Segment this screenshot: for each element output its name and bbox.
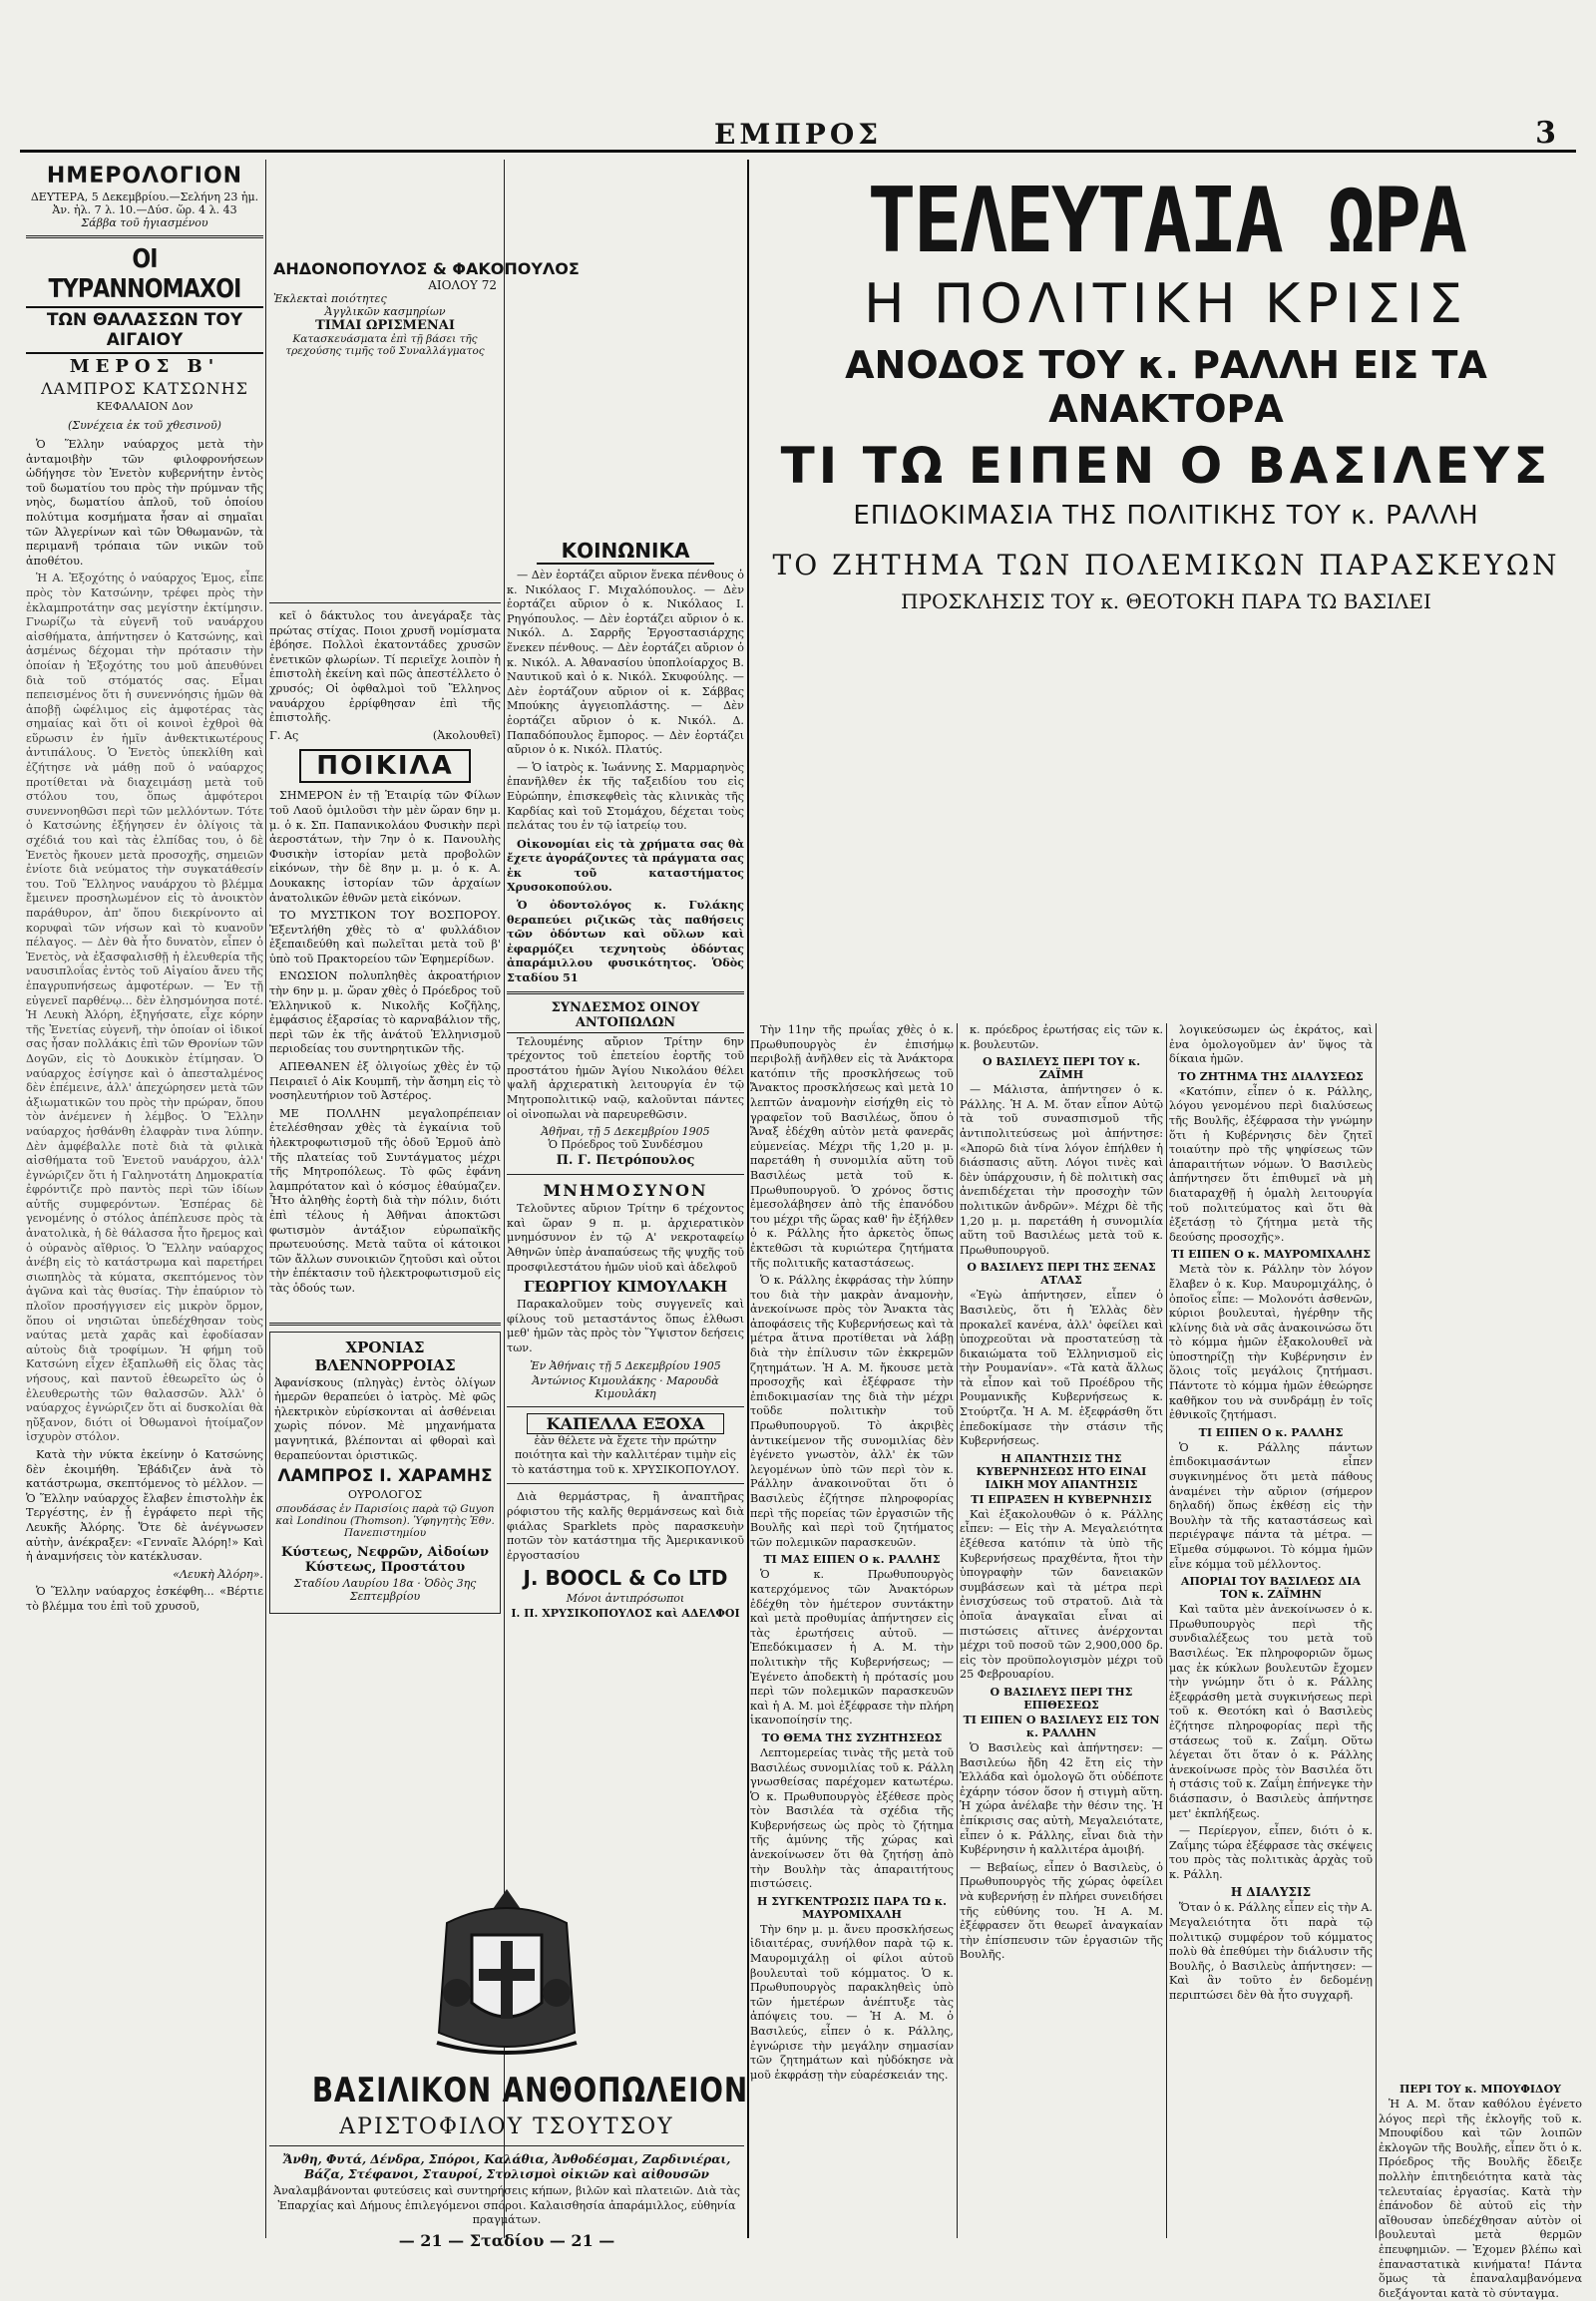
article-paragraph: [750, 1274, 954, 1550]
paragraph: Ὁ κ. Ράλλης πάντων ἐπιδοκιμασάντων εἶπεν συγκινημένος ὅτι μετὰ πάθους ἀναμένει τὴν αὔριον (σήμερον δηλαδή) ὅπως ἐκθέσῃ εἰς τὴν Βουλὴν τὰ τῆς καταστάσεως καὶ περιέγραψε πάντα τὰ μέτρα. — Εἴμεθα σύμφωνοι. Τὸ κόμμα ἡμῶν εἶνε κόμμα τοῦ μέλλοντος.: [1169, 1440, 1373, 1571]
article-paragraph: [750, 1568, 954, 1728]
bocl-agents-label: Μόνοι ἀντιπρόσωποι: [566, 1592, 685, 1606]
article-paragraph: [960, 1083, 1163, 1258]
calendar-line: Σάββα τοῦ ἡγιασμένου: [81, 216, 208, 229]
paragraph: Ὅταν ὁ κ. Ράλλης εἶπεν εἰς τὴν Α. Μεγαλειότητα ὅτι παρὰ τῷ πολιτικῷ συμφέρον τοῦ κόμματος πολὺ θὰ ἐπεθύμει τὴν διάλυσιν τῆς Βουλῆς, ὁ Βασιλεὺς ἀπήντησεν: — Καὶ ἂν τοῦτο ἐν δεδομένῃ περιπτώσει δὲν θὰ ἦτο συγχαρῆ.: [1169, 1901, 1373, 2003]
paragraph: Παρακαλοῦμεν τοὺς συγγενεῖς καὶ φίλους τοῦ μεταστάντος ὅπως ἐλθωσι μεθ' ἡμῶν τὰς πρὸς τὸν Ὕψιστον δεήσεις των.: [507, 1298, 744, 1354]
paragraph: Μετὰ τὸν κ. Ράλλην τὸν λόγον ἔλαβεν ὁ κ. Κυρ. Μαυρομιχάλης, ὁ ὁποῖος εἶπε: — Μολονότι ἀσθενῶν, κύριοι βουλευταὶ, ἠγέρθην τῆς κλίνης διὰ νὰ σᾶς ἀνακοινώσω ὅτι τὸ κόμμα ἡμῶν ἐξακολουθεῖ νὰ ὑποστηρίζῃ τὴν Κυβέρνησιν ἐν ὅλοις τοῖς μεγάλοις ζητήμασι. Πάντοτε τὸ κόμμα ἡμῶν ἐθεώρησε καθῆκον του νὰ συνδράμῃ ἐν τοῖς ἐθνικοῖς ζητήμασι.: [1169, 1263, 1373, 1422]
article-paragraph: [1169, 1023, 1373, 1067]
paragraph: Ὁ Βασιλεὺς καὶ ἀπήντησεν: — Βασιλεύω ἤδη 42 ἔτη εἰς τὴν Ἑλλάδα καὶ ὁμολογῶ ὅτι οὐδέποτε ἐχάρην τόσον ὅσον ἡ στιγμὴ αὕτη. Ἡ χώρα ἀνέλαβε τὴν θέσιν της. Ἡ ἐπίκρισις σας αὐτὴ, Μεγαλειότατε, εἶπεν ὁ κ. Ράλλης, εἶναι διὰ τὴν Κυβέρνησιν ἡ καλλιτέρα ἀμοιβή.: [960, 1740, 1163, 1857]
article-paragraph: [960, 1861, 1163, 1963]
article-column-3: [1169, 1023, 1373, 2240]
paragraph: ΑΠΕΘΑΝΕΝ ἐξ ὀλιγοίως χθὲς ἐν τῷ Πειραιεῖ ὁ Αἰκ Κουμπῆ, τὴν ἄσημη εἰς τὸ νοσηλευτήριον τοῦ Ἀστέρος.: [269, 1060, 501, 1103]
advert-line: Ἐκλεκταὶ ποιότητες: [273, 292, 387, 305]
divider: [269, 1323, 501, 1326]
signature: Γ. Ας: [269, 728, 299, 742]
article-paragraph: [1169, 1901, 1373, 2003]
poikila-item: [269, 969, 501, 1057]
advert-body: Ἀφανίσκους (πληγὰς) ἐντὸς ὀλίγων ἡμερῶν θεραπεύει ὁ ἰατρὸς. Μὲ φῶς ἠλεκτρικὸν εὑρίσκονται αἱ ἀσθένειαι χωρὶς πόνον. Μὲ μηχανήματα μαγνητικά, βλέπονται αἱ φθοραὶ καὶ θεραπεύονται ὁριστικῶς.: [274, 1375, 496, 1462]
article-subheading: ΤΙ ΕΙΠΕΝ Ο κ. ΡΑΛΛΗΣ: [1198, 1425, 1344, 1439]
novel-chapter: ΚΕΦΑΛΑΙΟΝ Δον: [96, 400, 194, 413]
paragraph: Διὰ θερμάστρας, ἢ ἀναπτῆρας ρόφιστου τῆς καλῆς θερμάνσεως καὶ διὰ φιάλας Sparklets πρὸς παρασκευὴν ποτῶν τὸν κατάστημα τῆς Ἀμερικανικοῦ ἐργοστασίου: [507, 1490, 744, 1562]
article-paragraph: [750, 1746, 954, 1892]
paragraph: — Περίεργον, εἶπεν, διότι ὁ κ. Ζαΐμης τώρα ἐξέφρασε τὰς σκέψεις του πρὸς τὰς πολιτικὰς ἀρχὰς τοῦ κ. Ράλλη.: [1169, 1824, 1373, 1881]
article-paragraph: [750, 1023, 954, 1271]
paragraph: Ὁ κ. Ράλλης ἐκφράσας τὴν λύπην του διὰ τὴν μακρὰν ἀναμονὴν, ἀνεκοίνωσε πρὸς τὸν Ἄνακτα τὰς ἀποφάσεις τῆς Κυβερνήσεως καὶ τὰ μέτρα ἅτινα προτίθεται νὰ λάβῃ διὰ τὴν ἐπίλυσιν τῶν ἐκκρεμῶν ζητημάτων. Ἡ Α. Μ. ἤκουσε μετὰ προσοχῆς καὶ ἐξέφρασε τὴν ἐπιδοκιμασίαν της διὰ τὴν μέχρι τοῦδε πολιτικὴν τοῦ Πρωθυπουργοῦ. Τὸ ἀκριβὲς ἀντικείμενον τῆς συνομιλίας δὲν ἐγένετο γνωστὸν, ἀλλ' ἐκ τῶν λεγομένων ὑπὸ τῶν περὶ τὸν κ. Ράλλην ἀνακοινοῦται ὅτι ὁ Βασιλεὺς ἐζήτησε πληροφορίας περὶ τῆς πορείας τῶν ἐργασιῶν τῆς Βουλῆς καὶ περὶ τοῦ ζητήματος τῶν πολεμικῶν παρασκευῶν.: [750, 1274, 954, 1549]
divider: [507, 1406, 744, 1407]
headline-war-preparations: ΤΟ ΖΗΤΗΜΑ ΤΩΝ ΠΟΛΕΜΙΚΩΝ ΠΑΡΑΣΚΕΥΩΝ: [772, 549, 1560, 581]
calendar-line: ΔΕΥΤΕΡΑ, 5 Δεκεμβρίου.—Σελήνη 23 ἡμ.: [30, 191, 259, 203]
advert-line: Κατασκευάσματα ἐπὶ τῇ βάσει τῆς τρεχούσης τιμῆς τοῦ Συναλλάγματος: [285, 333, 485, 357]
doctor-name: ΛΑΜΠΡΟΣ Ι. ΧΑΡΑΜΗΣ: [277, 1466, 493, 1487]
mnimosinon-signers: Ἀντώνιος Κιμουλάκης · Μαρουδὰ Κιμουλάκη: [532, 1373, 719, 1400]
koinonika-body: [507, 569, 744, 758]
poikila-item: [269, 1060, 501, 1104]
article-subheading: Η ΑΠΑΝΤΗΣΙΣ ΤΗΣ ΚΥΒΕΡΝΗΣΕΩΣ ΗΤΟ ΕΙΝΑΙ ΙΔΙΚΗ ΜΟΥ ΑΠΑΝΤΗΣΙΣ: [976, 1451, 1147, 1491]
article-column-1: [750, 1023, 954, 2240]
mnimosinon-date: Ἐν Ἀθήναις τῇ 5 Δεκεμβρίου 1905: [530, 1358, 721, 1372]
column-divider: [1376, 1023, 1377, 2238]
paragraph: — Δὲν ἑορτάζει αὔριον ἕνεκα πένθους ὁ κ. Νικόλαος Γ. Μιχαλόπουλος. — Δὲν ἑορτάζει αὔριον ὁ κ. Νικόλαος Ι. Ρηγόπουλος. — Δὲν ἑορτάζει αὔριον ὁ κ. Νικόλ. Δ. Σαρρῆς Ἐργοστασιάρχης ἕνεκεν πένθους. — Δὲν ἑορτάζει αὔριον ὁ κ. Νικόλ. Α. Ἀθανασίου ὑποπλοίαρχος Β. Ναυτικοῦ καὶ ὁ κ. Νικόλ. Σκυφούλης. — Δὲν ἑορτάζουν αὔριον οἱ κ. Σάββας Μπούκης ἀγγειοπλάστης. — Δὲν ἑορτάζει αὔριον ὁ κ. Νικόλ. Δ. Παπαδόπουλος ἔμπορος. — Δὲν ἑορτάζει αὔριον ὁ κ. Νικόλ. Πλατύς.: [507, 569, 744, 757]
column-divider: [1166, 1023, 1167, 2238]
paragraph: Τελουμένης αὔριον Τρίτην 6ην τρέχοντος τοῦ ἐπετείου ἑορτῆς τοῦ προστάτου ἡμῶν Ἁγίου Νικολάου θέλει ψαλῆ ἀρχιερατικὴ λειτουργία ἐν τῷ Μητροπολιτικῷ ναῷ, καλοῦνται πάντες οἱ οἰνοπωλαι νὰ παρευρεθῶσιν.: [507, 1034, 744, 1121]
article-subheading: Η ΔΙΑΛΥΣΙΣ: [1230, 1885, 1312, 1900]
novel-paragraph: [26, 572, 263, 1445]
paragraph: «Ἐγὼ ἀπήντησεν, εἶπεν ὁ Βασιλεὺς, ὅτι ἡ Ἑλλὰς δὲν προκαλεῖ κανένα, ἀλλ' ὀφείλει καὶ ὑποχρεοῦται νὰ προστατεύσῃ τὰ δικαιώματα τοῦ Ἑλληνισμοῦ εἰς τὴν Ρουμανίαν». «Τὰ κατὰ ἄλλως τὰ εἶπον καὶ τοῦ Προέδρου τῆς Ρουμανικῆς Κυβερνήσεως κ. Στούρτζα. Ἡ Α. Μ. ἐξεφράσθη ὅτι ἐπεδοκίμασε τὴν στάσιν τῆς Κυβερνήσεως.: [960, 1289, 1163, 1448]
doctor-role: ΟΥΡΟΛΟΓΟΣ: [347, 1488, 423, 1502]
paragraph: Ὁ Ἕλλην ναύαρχος ἐσκέφθη... «Βέρτιε τὸ βλέμμα του ἐπὶ τοῦ χρυσοῦ,: [26, 1585, 263, 1613]
sindesmos-date: Ἀθῆναι, τῇ 5 Δεκεμβρίου 1905: [541, 1125, 710, 1139]
paragraph: Τὴν 6ην μ. μ. ἄνευ προσκλήσεως ἰδιαιτέρας, συνήλθον παρὰ τῷ κ. Μαυρομιχάλῃ οἱ φίλοι αὐτοῦ βουλευταὶ τοῦ κόμματος. Ὁ κ. Πρωθυπουργὸς παρακληθεὶς ὑπὸ τῶν ἡμετέρων ἀνέπτυξε τὰς ἀπόψεις του. — Ἡ Α. Μ. ὁ Βασιλεύς, εἶπεν ὁ κ. Ράλλης, ἐγνώρισε τὴν μεγάλην σημασίαν τῶν ζητημάτων καὶ ηὐδόκησε νὰ μοῦ ἐκφράσῃ τὴν εὐαρέσκειάν της.: [750, 1922, 954, 2082]
article-paragraph: [1169, 1441, 1373, 1572]
article-paragraph: [1169, 1603, 1373, 1821]
column-divider: [265, 160, 266, 2238]
advert-akodonopoulos: [269, 255, 580, 361]
florist-title: ΒΑΣΙΛΙΚΟΝ ΑΝΘΟΠΩΛΕΙΟΝ: [311, 2071, 748, 2110]
bocl-name: J. BOOCL & Co LTD: [523, 1566, 728, 1591]
poikila-item: [269, 1107, 501, 1297]
divider: [507, 991, 744, 994]
paragraph: — Ὁ ἰατρὸς κ. Ἰωάννης Σ. Μαρμαρηνὸς ἐπανῆλθεν ἐκ τῆς ταξειδίου του εἰς Εὐρώπην, ἐπισκεφθεὶς τὰς κλινικὰς τῆς Καρδίας καὶ τοῦ Στομάχου, δέχεται τοὺς πελάτας του ἐν τῷ ἰατρείῳ του.: [507, 760, 744, 833]
article-subheading: Ο ΒΑΣΙΛΕΥΣ ΠΕΡΙ ΤΟΥ κ. ΖΑΪΜΗ: [982, 1055, 1141, 1082]
paragraph: Ὁ Ἕλλην ναύαρχος μετὰ τὴν ἀνταμοιβὴν τῶν φιλοφρονήσεων ὡδήγησε τὸν Ἑνετὸν κυβερνήτην ἐντὸς τοῦ δωματίου του πρὸς τὴν πρύμναν τῆς νηὸς, δωματίου ἁπλοῦ, τοῦ ὁποίου πολύτιμα κοσμήματα ἦσαν αἱ σημαῖαι τῶν Ἀλγερίνων καὶ τῶν Ὀθωμανῶν, τὰ περιμανῆ τρόπαια τῶν νικῶν τοῦ ἀποθέτου.: [26, 438, 263, 568]
column-1: [26, 160, 263, 2234]
paragraph: Ἡ Α. Μ. ὅταν καθόλου ἐγένετο λόγος περὶ τῆς ἐκλογῆς τοῦ κ. Μπουφίδου καὶ τῶν λοιπῶν ἐκλογῶν τῆς Βουλῆς, εἶπεν ὅτι ὁ κ. Πρόεδρος τῆς Βουλῆς ἔδειξε πολλὴν ἐπιτηδειότητα κατὰ τὰς τελευταίας ἐργασίας. Κατὰ τὴν ἐπάνοδον δὲ αὐτοῦ εἰς τὴν αἴθουσαν ὑπεδέχθησαν αὐτὸν οἱ βουλευταὶ μετὰ θερμῶν ἐπευφημιῶν. — Ἐχομεν βλέπω καὶ ἐπαναστατικὰ κινήματα! Πάντα ὅμως τὰ ἐπαναλαμβανόμενα διεξάγονται κατὰ τὸ σύνταγμα.: [1379, 2098, 1582, 2300]
divider: [507, 1174, 744, 1175]
paragraph: Ἡ Α. Ἐξοχότης ὁ ναύαρχος Ἐμος, εἶπε πρὸς τὸν Κατσώνην, τρέφει πρὸς τὴν ἐκλαμπροτάτην σας μεγίστην ἐκτίμησιν. Γνωρίζω τὰ εὐγενῆ τοῦ ναυάρχου αἰσθήματα, ἀπήντησεν ὁ Κατσώνης, καὶ ἀσμένως δέχομαι τὴν πρότασιν τὴν ὁποίαν ἡ Ἐξοχότης του μοῦ ἀπευθύνει διὰ τοῦ στόματός σας. Εἶμαι πεπεισμένος ὅτι ἡ συνεννόησις ἡμῶν θὰ ἀποβῇ ὠφέλιμος εἰς ἀμφοτέρας τὰς σημαίας καὶ ὅτι οἱ κοινοὶ ἐχθροὶ θὰ εὕρωσιν ἐν ἡμῖν ἀνθεκτικωτέρους ἀντιπάλους. Ὁ Ἑνετὸς ὑπεκλίθη καὶ ἐζήτησε νὰ μάθῃ ποῦ ὁ ναύαρχος προτίθεται νὰ διαχειμάσῃ μετὰ τοῦ στόλου του, ὅπως ἀμφότεροι συνεννοηθῶσι περὶ τῶν μελλόντων. Τότε ὁ Κατσώνης ἐξήγησεν ἐν ὀλίγοις τὰ σχέδιά του καὶ τὰς ἐλπίδας του, ὁ δὲ Ἑνετὸς ἤκουεν μετὰ προσοχῆς, σημειῶν ἐνίοτε διὰ νεύματος τὴν συγκατάθεσίν του. Τοῦ Ἕλληνος ναυάρχου τὸ βλέμμα ἔμεινεν προσηλωμένον εἰς τὸ ἀνοικτὸν παράθυρον, ἀπ' ὅπου διεκρίνοντο αἱ κορυφαὶ τῶν νήσων καὶ τὸ κυανοῦν πέλαγος. — Δὲν θὰ ἦτο δυνατὸν, εἶπεν ὁ Ἑνετὸς, νὰ ἐξασφαλισθῇ ἡ ἐλευθερία τῆς ναυσιπλοΐας ἐντὸς τοῦ Αἰγαίου ἄνευ τῆς ἐπαγρυπνήσεως ἀμφοτέρων. — Ἐν τῇ εὐγενεῖ παρθένῳ... δὲν ἐλησμόνησα ποτέ. Ἡ Λευκὴ Ἀλόρη, ἐξηγήσατε, εἶχε κόρην τῆς Ἑνετίας εὐγενῆ, τὴν ὁποίαν οἱ ἰδικοί σας ἦσαν πολλάκις ἐπὶ τῶν Θρονίων τῶν Δογῶν, εἰς τὸ Δουκικὸν ἐτίμησαν. Ὁ ναύαρχος ἐσίγησε καὶ ὁ ἀπεσταλμένος δὲν ἐπέμεινε, ἀλλ' ἀπεχώρησεν μετὰ τῶν ἀξιωματικῶν του πρὸς τὴν πρώραν, ὅπου τὸν ἀνέμενεν ἡ λέμβος. Ὁ Ἕλλην ναύαρχος ἠσθάνθη ἐλαφρὰν τινα λύπην. Δὲν ἀμφέβαλλε ποτὲ διὰ τὰ φιλικὰ αἰσθήματα τοῦ Ἑνετοῦ ναυάρχου, ἀλλ' ἐγνώριζεν ὅτι ἡ Γαληνοτάτη Δημοκρατία ἐφρόντιζε πρὸ παντὸς περὶ τῶν ἰδίων αὐτῆς συμφερόντων. Ἐσπέρας δὲ γενομένης ὁ στόλος ἀπέπλευσε πρὸς τὰ ἀνατολικὰ, ἡ δὲ θάλασσα ἦτο ἤρεμος καὶ ὁ οὐρανὸς αἴθριος. Ὁ Ἕλλην ναύαρχος ἀνέβη εἰς τὸ κατάστρωμα καὶ παρετήρει σιωπηλὸς τὰ κύματα, σκεπτόμενος τὸν ἀγῶνα καὶ τὰς θυσίας. Τὴν ἐπαύριον τὸ πλοῖον προσήγγισεν εἰς μικρὸν ὅρμον, ὅπου οἱ νησιῶται ὑπεδέχθησαν τοὺς ναύτας μετὰ χαρᾶς καὶ ἐφοδίασαν αὐτοὺς διὰ τροφίμων. Ἡ φήμη τοῦ Κατσώνη εἶχεν ἐξαπλωθῆ εἰς ὅλας τὰς νήσους, καὶ παντοῦ ἐθεωρεῖτο ὡς ὁ ἐλευθερωτὴς τῶν θαλασσῶν. Ἀλλ' ὁ ναύαρχος ἐγνώριζεν ὅτι αἱ δυσκολίαι θὰ ηὔξανον, διότι οἱ Ὀθωμανοὶ ἡτοίμαζον ἰσχυρὸν στόλον.: [26, 572, 263, 1444]
sindesmos-signer-name: Π. Γ. Πετρόπουλος: [556, 1153, 695, 1169]
kapella-body: ἐὰν θέλετε νὰ ἔχετε τὴν πρώτην ποιότητα καὶ τὴν καλλιτέραν τιμὴν εἰς τὸ κατάστημα τοῦ κ. ΧΡΥΣΙΚΟΠΟΥΛΟΥ.: [511, 1433, 740, 1476]
divider: [26, 235, 263, 238]
sindesmos-signer: Ὁ Πρόεδρος τοῦ Συνδέσμου: [548, 1138, 703, 1152]
article-subheading: ΤΙ ΕΙΠΕΝ Ο κ. ΜΑΥΡΟΜΙΧΑΛΗΣ: [1170, 1248, 1372, 1262]
column-divider: [957, 1023, 958, 2238]
poikila-item: [269, 909, 501, 966]
article-subheading: Ο ΒΑΣΙΛΕΥΣ ΠΕΡΙ ΤΗΣ ΞΕΝΑΣ ΑΤΛΑΣ: [967, 1261, 1156, 1288]
royal-coat-of-arms-icon: [417, 1883, 597, 2063]
paragraph: Οἰκονομίαι εἰς τὰ χρήματα σας θὰ ἔχετε ἀγοράζοντες τὰ πράγματα σας ἐκ τοῦ καταστήματος Χρυσοκοπούλου.: [507, 836, 744, 895]
mnimosinon-body: [507, 1298, 744, 1355]
masthead-title: ΕΜΠΡΟΣ: [713, 118, 883, 151]
paragraph: Τελοῦντες αὔριον Τρίτην 6 τρέχοντος καὶ ὥραν 9 π. μ. ἀρχιερατικὸν μνημόσυνον ἐν τῷ Α' νεκροταφείῳ Ἀθηνῶν ὑπὲρ ἀναπαύσεως τῆς ψυχῆς τοῦ προσφιλεστάτου ἡμῶν υἱοῦ καὶ ἀδελφοῦ: [507, 1202, 744, 1274]
paragraph: Ὁ κ. Πρωθυπουργὸς κατερχόμενος τῶν Ἀνακτόρων ἐδέχθη τὸν ἡμέτερον συντάκτην καὶ μετὰ προθυμίας ἀπήντησεν εἰς τὰς ἐρωτήσεις αὐτοῦ. — Ἐπεδόκιμασεν ἡ Α. Μ. τὴν πολιτικὴν τῆς Κυβερνήσεως; — Ἐγένετο ἀποδεκτὴ ἡ πρότασίς μου περὶ τῶν πολεμικῶν παρασκευῶν καὶ ἡ Α. Μ. μοὶ ἐξέφρασε τὴν πλήρη ἱκανοποίησίν της.: [750, 1568, 954, 1727]
article-paragraph: [1169, 1263, 1373, 1423]
article-subheading: ΠΕΡΙ ΤΟΥ κ. ΜΠΟΥΦΙΔΟΥ: [1398, 2083, 1562, 2096]
novel-title: ΟΙ ΤΥΡΑΝΝΟΜΑΧΟΙ: [48, 244, 241, 304]
bocl-body: [507, 1490, 744, 1563]
masthead-rule: [20, 150, 1576, 153]
paragraph: «Κατόπιν, εἶπεν ὁ κ. Ράλλης, λόγου γενομένου περὶ διαλύσεως τῆς Βουλῆς, ἐξέφρασα τὴν γνώμην ὅτι ἡ Κυβέρνησις δὲν ζητεῖ τοιαύτην πρὸ τῆς ψηφίσεως τῶν ἀπαραιτήτων νόμων. Ὁ Βασιλεὺς ἀπήντησεν ὅτι ἐπιθυμεῖ νὰ μὴ διαταραχθῇ ἡ ὁμαλὴ λειτουργία τοῦ πολιτεύματος καὶ ὅτι θὰ ἐξετάσῃ τὸ ζήτημα μετὰ τῆς δεούσης προσοχῆς».: [1169, 1084, 1373, 1244]
article-subheading: ΤΟ ΘΕΜΑ ΤΗΣ ΣΥΖΗΤΗΣΕΩΣ: [761, 1730, 943, 1744]
article-paragraph: [960, 1289, 1163, 1449]
paragraph: Λεπτομερείας τινὰς τῆς μετὰ τοῦ Βασιλέως συνομιλίας τοῦ κ. Ράλλη γνωσθείσας παρέχομεν κατωτέρω. Ὁ κ. Πρωθυπουργὸς ἐξέθεσε πρὸς τὸν Βασιλέα τὰ σχέδια τῆς Κυβερνήσεως ὡς πρὸς τὸ ζήτημα τῆς ἀμύνης τῆς χώρας καὶ ἀνεκοίνωσεν ὅτι θὰ ζητήσῃ ἀπὸ τὴν Βουλὴν τὰς ἀπαραιτήτους πιστώσεις.: [750, 1745, 954, 1891]
paragraph: — Μάλιστα, ἀπήντησεν ὁ κ. Ράλλης. Ἡ Α. Μ. ὅταν εἶπον Αὐτῷ τὰ τοῦ συνασπισμοῦ τῆς ἀντιπολιτεύσεως μοὶ ἀπήντησε: «Ἀπορῶ διὰ τίνα λόγον ἐπήλθεν ἡ διάσπασις αὕτη. Λόγοι τινὲς καὶ δὲν ὑπάρχουσιν, ἡ δὲ πολιτικὴ σας ἀνεπιδέχεται τὴν προσοχὴν τῶν πολιτικῶν ἀνδρῶν». Μέχρι δὲ τῆς 1,20 μ. μ. παρετάθη ἡ συνομιλία αὕτη τοῦ Βασιλέως μετὰ τοῦ κ. Πρωθυπουργοῦ.: [960, 1083, 1163, 1257]
novel-paragraph: [26, 1448, 263, 1565]
novel-author: ΛΑΜΠΡΟΣ ΚΑΤΣΩΝΗΣ: [41, 379, 248, 398]
article-paragraph: [750, 1923, 954, 2084]
sindesmos-body: [507, 1035, 744, 1123]
to-be-continued: (Ἀκολουθεῖ): [432, 728, 501, 742]
florist-list: Ἄνθη, Φυτά, Δένδρα, Σπόροι, Καλάθια, Ἀνθοδέσμαι, Ζαρδινιέραι, Βάζα, Στέφανοι, Σταυροί, Στολισμοὶ οἰκιῶν καὶ αἰθουσῶν: [282, 2152, 731, 2181]
headline-political-crisis: Η ΠΟΛΙΤΙΚΗ ΚΡΙΣΙΣ: [864, 272, 1468, 335]
paragraph: κ. πρόεδρος ἐρωτήσας εἰς τῶν κ. κ. βουλευτῶν.: [960, 1023, 1163, 1051]
poikila-item: [269, 789, 501, 906]
mnimosinon-body: [507, 1202, 744, 1275]
paragraph: Καὶ ἐξακολουθῶν ὁ κ. Ράλλης εἶπεν: — Εἰς τὴν Α. Μεγαλειότητα ἐξέθεσα κατόπιν τὰ ὑπὸ τῆς Κυβερνήσεως πραχθέντα, ἤτοι τὴν ὑπογραφὴν τῶν δανειακῶν συμβάσεων καὶ τὰ μέτρα περὶ ἐνισχύσεως τοῦ στρατοῦ. Διὰ τὰ ὁποῖα ἀναγκαῖαι εἶναι αἱ πιστώσεις αἵτινες ἀνέρχονται μέχρι τοῦ ποσοῦ τῶν 2,900,000 δρ. εἰς τὸν προϋπολογισμὸν μέχρι τοῦ 25 Φεβρουαρίου.: [960, 1507, 1163, 1682]
poikila-title: ΠΟΙΚΙΛΑ: [299, 749, 471, 783]
novel-paragraph: [26, 438, 263, 569]
article-subheading: Ο ΒΑΣΙΛΕΥΣ ΠΕΡΙ ΤΗΣ ΕΠΙΘΕΣΕΩΣ: [990, 1685, 1133, 1712]
article-paragraph: [960, 1741, 1163, 1858]
article-subheading: ΤΙ ΕΙΠΕΝ Ο ΒΑΣΙΛΕΥΣ ΕΙΣ ΤΟΝ κ. ΡΑΛΛΗΝ: [963, 1713, 1160, 1739]
article-subheading: ΤΙ ΜΑΣ ΕΙΠΕΝ Ο κ. ΡΑΛΛΗΣ: [763, 1553, 941, 1567]
advert-street: ΑΙΟΛΟΥ 72: [428, 278, 497, 292]
paragraph: Ὁ ὀδοντολόγος κ. Γυλάκης θεραπεύει ριζικῶς τὰς παθήσεις τῶν ὀδόντων καὶ οὔλων καὶ ἐφαρμόζει τεχνητοὺς ὀδόντας ἀπαράμιλλου φυσικότητος. Ὁδὸς Σταδίου 51: [507, 898, 744, 985]
advert-title: ΧΡΟΝΙΑΣ ΒΛΕΝΝΟΡΡΟΙΑΣ: [314, 1338, 456, 1374]
article-column-2: [960, 1023, 1163, 2240]
doctor-specialty: Κύστεως, Νεφρῶν, Αἰδοίων Κύστεως, Προστάτου: [281, 1545, 489, 1576]
mnimosinon-name: ΓΕΩΡΓΙΟΥ ΚΙΜΟΥΛΑΚΗ: [523, 1278, 728, 1297]
koinonika-title: ΚΟΙΝΩΝΙΚΑ: [537, 539, 714, 565]
article-subheading: ΤΟ ΖΗΤΗΜΑ ΤΗΣ ΔΙΑΛΥΣΕΩΣ: [1178, 1069, 1364, 1083]
divider: [269, 2145, 744, 2146]
paragraph: ΤΟ ΜΥΣΤΙΚΟΝ ΤΟΥ ΒΟΣΠΟΡΟΥ. Ἐξεντλήθη χθὲς τὸ α' φυλλάδιον ἐξεπαιδεύθη καὶ πωλεῖται μετὰ τοῦ β' ὑπὸ τοῦ Πρακτορείου τῶν Ἐφημερίδων.: [269, 909, 501, 965]
paragraph: λογικεύσωμεν ὡς ἐκράτος, καὶ ἐνα ὁμολογοῦμεν ἀν' ὕψος τὰ δίκαια ἡμῶν.: [1169, 1023, 1373, 1066]
small-advert: [507, 898, 744, 985]
article-paragraph: [1379, 2098, 1582, 2301]
headline-approval: ΕΠΙΔΟΚΙΜΑΣΙΑ ΤΗΣ ΠΟΛΙΤΙΚΗΣ ΤΟΥ κ. ΡΑΛΛΗ: [853, 501, 1479, 531]
divider: [269, 602, 501, 603]
kapella-title: ΚΑΠΕΛΛΑ ΕΞΟΧΑ: [527, 1413, 724, 1434]
novel-continued: (Συνέχεια ἐκ τοῦ χθεσινοῦ): [68, 419, 221, 432]
article-paragraph: [1169, 1085, 1373, 1246]
advert-florist: [269, 1875, 748, 2250]
divider: [507, 1483, 744, 1484]
paragraph: ΜΕ ΠΟΛΛΗΝ μεγαλοπρέπειαν ἐτελέσθησαν χθὲς τὰ ἐγκαίνια τοῦ ἠλεκτροφωτισμοῦ τῆς ὁδοῦ Ἑρμοῦ ἀπὸ τῆς πλατείας τοῦ Συντάγματος μέχρι τῆς Μητροπόλεως. Τὸ φῶς ἐφάνη λαμπρότατον καὶ ὁ κόσμος ἐθαύμαζεν. Ἦτο ἀληθὴς ἑορτὴ διὰ τὴν πόλιν, διότι ἐπὶ τέλους ἡ Ἀθῆναι ἀποκτῶσι φωτισμὸν ἀντάξιον εὐρωπαϊκῆς πρωτευούσης. Μετὰ ταῦτα οἱ κάτοικοι τῶν ἄλλων συνοικιῶν ζητοῦσι καὶ οὗτοι τὴν ἐπέκτασιν τοῦ ἠλεκτροφωτισμοῦ εἰς τὰς ὁδούς των.: [269, 1106, 501, 1295]
sindesmos-title: ΣΥΝΔΕΣΜΟΣ ΟΙΝΟΥ ΑΝΤΟΠΩΛΩΝ: [507, 1000, 744, 1033]
article-column-4: [1379, 1023, 1582, 2300]
advert-line: Ἀγγλικῶν κασμηρίων: [324, 305, 446, 318]
novel-subtitle: ΤΩΝ ΘΑΛΑΣΣΩΝ ΤΟΥ ΑΙΓΑΙΟΥ: [26, 306, 263, 354]
paragraph: — Βεβαίως, εἶπεν ὁ Βασιλεὺς, ὁ Πρωθυπουργὸς τῆς χώρας ὀφείλει νὰ κυβερνήσῃ ἐν πλήρει συνειδήσει τῆς εὐθύνης του. Ἡ Α. Μ. ἐξέφρασεν ὅτι θεωρεῖ ἀναγκαίαν τὴν ἐπίσπευσιν τῶν ἐργασιῶν τῆς Βουλῆς.: [960, 1860, 1163, 1962]
mnimosinon-title: ΜΝΗΜΟΣΥΝΟΝ: [543, 1181, 708, 1201]
bocl-agents: Ι. Π. ΧΡΥΣΙΚΟΠΟΥΛΟΣ καὶ ΑΔΕΛΦΟΙ: [511, 1607, 740, 1621]
florist-text: Ἀναλαμβάνονται φυτεύσεις καὶ συντηρήσεις κήπων, βιλῶν καὶ πλατειῶν. Διὰ τὰς Ἐπαρχίας καὶ Δήμους ἐπιλεγόμενοι σπόροι. Καλαισθησία ἀπαράμιλλος, εὐθηνία πραγμάτων.: [273, 2184, 740, 2227]
article-subheading: ΑΠΟΡΙΑΙ ΤΟΥ ΒΑΣΙΛΕΩΣ ΔΙΑ ΤΟΝ κ. ΖΑΪΜΗΝ: [1180, 1575, 1362, 1602]
main-headline: ΤΕΛΕΥΤΑΙΑ ΩΡΑ: [867, 169, 1465, 273]
novel-signoff: [269, 729, 501, 744]
paragraph: Τὴν 11ην τῆς πρωΐας χθὲς ὁ κ. Πρωθυπουργὸς ἐν ἐπισήμῳ περιβολῇ ἀνῆλθεν εἰς τὰ Ἀνάκτορα κατόπιν τῆς προσκλήσεως τοῦ Ἄνακτος προσκλήσεως καὶ μετὰ 10 λεπτῶν ἀναμονὴν εἰσήχθη εἰς τὸ γραφεῖον τοῦ Βασιλέως, ὅπου ὁ Ἄναξ ἐδέχθη αὐτὸν μετὰ φανερᾶς εὐμενείας. Μέχρι τῆς 1,20 μ. μ. παρετάθη ἡ συνομιλία αὕτη τοῦ Βασιλέως μετὰ τοῦ κ. Πρωθυπουργοῦ. Ὁ χρόνος ὅστις ἐμεσολάβησεν ἀπὸ τῆς ἐπανόδου του μέχρι τῆς ὥρας καθ' ἣν ἐξήλθεν ὁ κ. Ράλλης ἦτο ἀρκετὸς ὅπως ἐκτεθῶσι τὰ κυριώτερα ζητήματα τῆς πολιτικῆς καταστάσεως.: [750, 1023, 954, 1270]
advert-blennorroia: [269, 1332, 501, 1615]
novel-paragraph: [26, 1585, 263, 1614]
column-divider: [747, 160, 749, 2238]
paragraph: ΣΗΜΕΡΟΝ ἐν τῇ Ἑταιρίᾳ τῶν Φίλων τοῦ Λαοῦ ὁμιλοῦσι τὴν μὲν ὥραν 6ην μ. μ. ὁ κ. Σπ. Παπανικολάου Φυσικὴν περὶ ἀεροστάτων, τὴν 7ην ὁ κ. Πανουλὴς Φυσικὴν ἱστορίαν μετὰ προβολῶν εἰκόνων, τὴν δὲ 8ην μ. μ. ὁ κ. Α. Δουκακης ἱστορίαν τῶν ἀρχαίων ἀνατολικῶν ἐθνῶν μετὰ εἰκόνων.: [269, 789, 501, 905]
breaking-news-headlines: [750, 170, 1582, 1027]
headline-rallis-palace: ΑΝΟΔΟΣ ΤΟΥ κ. ΡΑΛΛΗ ΕΙΣ ΤΑ ΑΝΑΚΤΟΡΑ: [845, 343, 1487, 431]
doctor-credentials: σπουδάσας ἐν Παρισίοις παρὰ τῷ Guyon καὶ Londinou (Thomson). Ὑφηγητὴς Ἐθν. Πανεπιστημίου: [275, 1503, 495, 1540]
novel-part: ΜΕΡΟΣ Β': [69, 356, 220, 377]
headline-king-said: ΤΙ ΤΩ ΕΙΠΕΝ Ο ΒΑΣΙΛΕΥΣ: [780, 437, 1552, 495]
calendar-title: ΗΜΕΡΟΛΟΓΙΟΝ: [46, 164, 243, 189]
advert-line: ΤΙΜΑΙ ΩΡΙΣΜΕΝΑΙ: [315, 318, 455, 333]
article-paragraph: [960, 1508, 1163, 1683]
article-paragraph: [1169, 1824, 1373, 1882]
page-number: 3: [1535, 116, 1556, 151]
small-advert: [507, 837, 744, 895]
calendar-line: Ἀν. ἡλ. 7 λ. 10.—Δύσ. ὥρ. 4 λ. 43: [52, 203, 237, 216]
novel-continuation: [269, 609, 501, 726]
doctor-note: [507, 761, 744, 834]
article-paragraph: [960, 1023, 1163, 1052]
article-subheading: Η ΣΥΓΚΕΝΤΡΩΣΙΣ ΠΑΡΑ ΤΩ κ. ΜΑΥΡΟΜΙΧΑΛΗ: [757, 1894, 947, 1921]
headline-theotokis: ΠΡΟΣΚΛΗΣΙΣ ΤΟΥ κ. ΘΕΟΤΟΚΗ ΠΑΡΑ ΤΩ ΒΑΣΙΛΕΙ: [901, 589, 1431, 613]
doctor-address: Σταδίου Λαυρίου 18α · Ὁδὸς 3ης Σεπτεμβρίου: [293, 1577, 477, 1604]
paragraph: κεῖ ὁ δάκτυλος του ἀνεγάραξε τὰς πρώτας στίχας. Ποιοι χρυσῆ νομίσματα ἐβόησε. Πολλοὶ ἐκατοντάδες χρυσῶν ἐνετικῶν φλωρίων. Τί περιεῖχε λοιπὸν ἡ ἐπιστολὴ ἐκείνη καὶ πῶς ἀπεστέλλετο ὁ χρυσός; Οἱ ὀφθαλμοὶ τοῦ Ἕλληνος ναυάρχου ἐρρίφθησαν ἐπὶ τῆς ἐπιστολῆς.: [269, 609, 501, 725]
article-subheading: ΤΙ ΕΠΡΑΞΕΝ Η ΚΥΒΕΡΝΗΣΙΣ: [971, 1492, 1152, 1506]
paragraph: ΕΝΩΣΙΟΝ πολυπληθὲς ἀκροατήριον τὴν 6ην μ. μ. ὥραν χθὲς ὁ Πρόεδρος τοῦ Ἑλληνικοῦ κ. Νικολῆς Κοζῆλης, ἐμφάσιος ἐξαρσίας τὸ καρναβάλιον τῆς, περὶ τῶν ἐκ τῆς ἀνάτοῦ Ἑλληνισμοῦ περιοδείας του συντηρητικῶν τῆς.: [269, 969, 501, 1056]
novel-signature: «Λευκὴ Ἀλόρη».: [173, 1567, 263, 1581]
florist-name: ΑΡΙΣΤΟΦΙΛΟΥ ΤΣΟΥΤΣΟΥ: [339, 2114, 674, 2139]
florist-address: — 21 — Σταδίου — 21 —: [398, 2230, 615, 2250]
advert-names: ΑΗΔΟΝΟΠΟΥΛΟΣ & ΦΑΚΟΠΟΥΛΟΣ: [273, 259, 580, 278]
paragraph: Καὶ ταῦτα μὲν ἀνεκοίνωσεν ὁ κ. Πρωθυπουργὸς περὶ τῆς συνδιαλέξεως του μετὰ τοῦ Βασιλέως. Ἐκ πληροφοριῶν ὅμως μας ἐκ κύκλων βουλευτῶν ἔχομεν τὴν γνώμην ὅτι ὁ κ. Ράλλης ἐξεφράσθη μετὰ συγκινήσεως περὶ τοῦ κ. Θεοτόκη καὶ ὁ Βασιλεὺς ἐζήτησε πληροφορίας περὶ τῆς στάσεως τοῦ κ. Ζαΐμη. Οὕτω λέγεται ὅτι ὅταν ὁ κ. Ράλλης ἀνεκοίνωσε πρὸς τὸν Βασιλέα ὅτι ἡ στάσις τοῦ κ. Ζαΐμη ἐπήνεγκε τὴν διάσπασιν, ὁ Βασιλεὺς ἀπήντησε μετ' ἐκπλήξεως.: [1169, 1603, 1373, 1820]
paragraph: Κατὰ τὴν νύκτα ἐκείνην ὁ Κατσώνης δὲν ἐκοιμήθη. Ἐβάδιζεν ἀνὰ τὸ κατάστρωμα, σκεπτόμενος τὸ μέλλον. — Ὁ Ἕλλην ναύαρχος ἔλαβεν ἐπιστολὴν ἐκ Τεργέστης, ἐν ᾗ ἐγράφετο περὶ τῆς Λευκῆς Ἀλόρης. Ὅτε δὲ ἀνέγνωσεν αὐτὴν, ἀνέκραξεν: «Γενναῖε Ἀλόρη!» Καὶ ἡ ἀναμνήσεις τὸν κατέκλυσαν.: [26, 1447, 263, 1564]
